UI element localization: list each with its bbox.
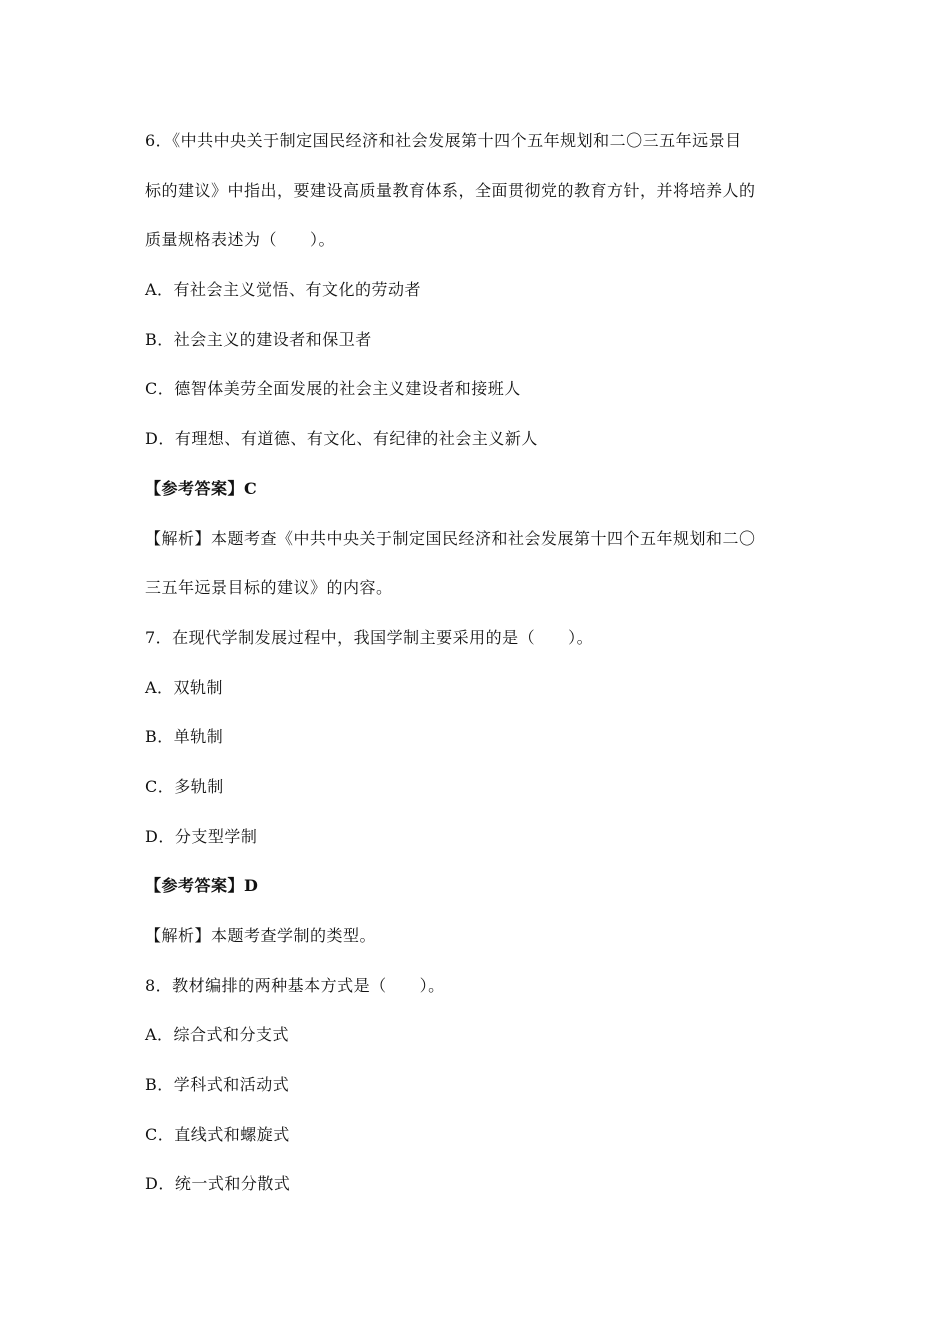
answer-label: 【参考答案】: [145, 876, 245, 896]
option-d: D．统一式和分散式: [145, 1174, 291, 1194]
answer-label: 【参考答案】: [145, 478, 245, 498]
option-c: C．德智体美劳全面发展的社会主义建设者和接班人: [145, 379, 521, 399]
question-7: [145, 622, 815, 970]
option-b: B．社会主义的建设者和保卫者: [145, 329, 372, 349]
option-b: B．学科式和活动式: [145, 1075, 290, 1095]
analysis-line: 【解析】本题考查学制的类型。: [145, 926, 377, 945]
reference-answer: [145, 473, 815, 523]
question-8: [145, 970, 815, 1218]
question-6: [145, 125, 815, 622]
option-a: A．有社会主义觉悟、有文化的劳动者: [145, 280, 422, 300]
option-a: A．双轨制: [145, 677, 224, 697]
reference-answer: [145, 870, 815, 920]
answer-value: C: [244, 478, 258, 498]
question-stem-line: 8．教材编排的两种基本方式是（ ）。: [145, 975, 445, 995]
question-stem-line: 7．在现代学制发展过程中，我国学制主要采用的是（ ）。: [145, 627, 594, 647]
analysis-line: 【解析】本题考查《中共中央关于制定国民经济和社会发展第十四个五年规划和二〇: [145, 528, 756, 548]
option-c: C．直线式和螺旋式: [145, 1124, 290, 1144]
document-page: [145, 125, 815, 1218]
question-stem-line: 6．《中共中央关于制定国民经济和社会发展第十四个五年规划和二〇三五年远景目: [145, 131, 742, 150]
option-b: B．单轨制: [145, 727, 224, 747]
option-d: D．有理想、有道德、有文化、有纪律的社会主义新人: [145, 429, 538, 449]
option-d: D．分支型学制: [145, 826, 258, 846]
analysis-line: 三五年远景目标的建议》的内容。: [145, 578, 393, 598]
question-stem-line: 标的建议》中指出，要建设高质量教育体系，全面贯彻党的教育方针，并将培养人的: [145, 180, 756, 200]
answer-value: D: [244, 876, 259, 896]
question-stem-line: 质量规格表述为（ ）。: [145, 230, 336, 250]
option-a: A．综合式和分支式: [145, 1025, 290, 1045]
option-c: C．多轨制: [145, 776, 224, 796]
